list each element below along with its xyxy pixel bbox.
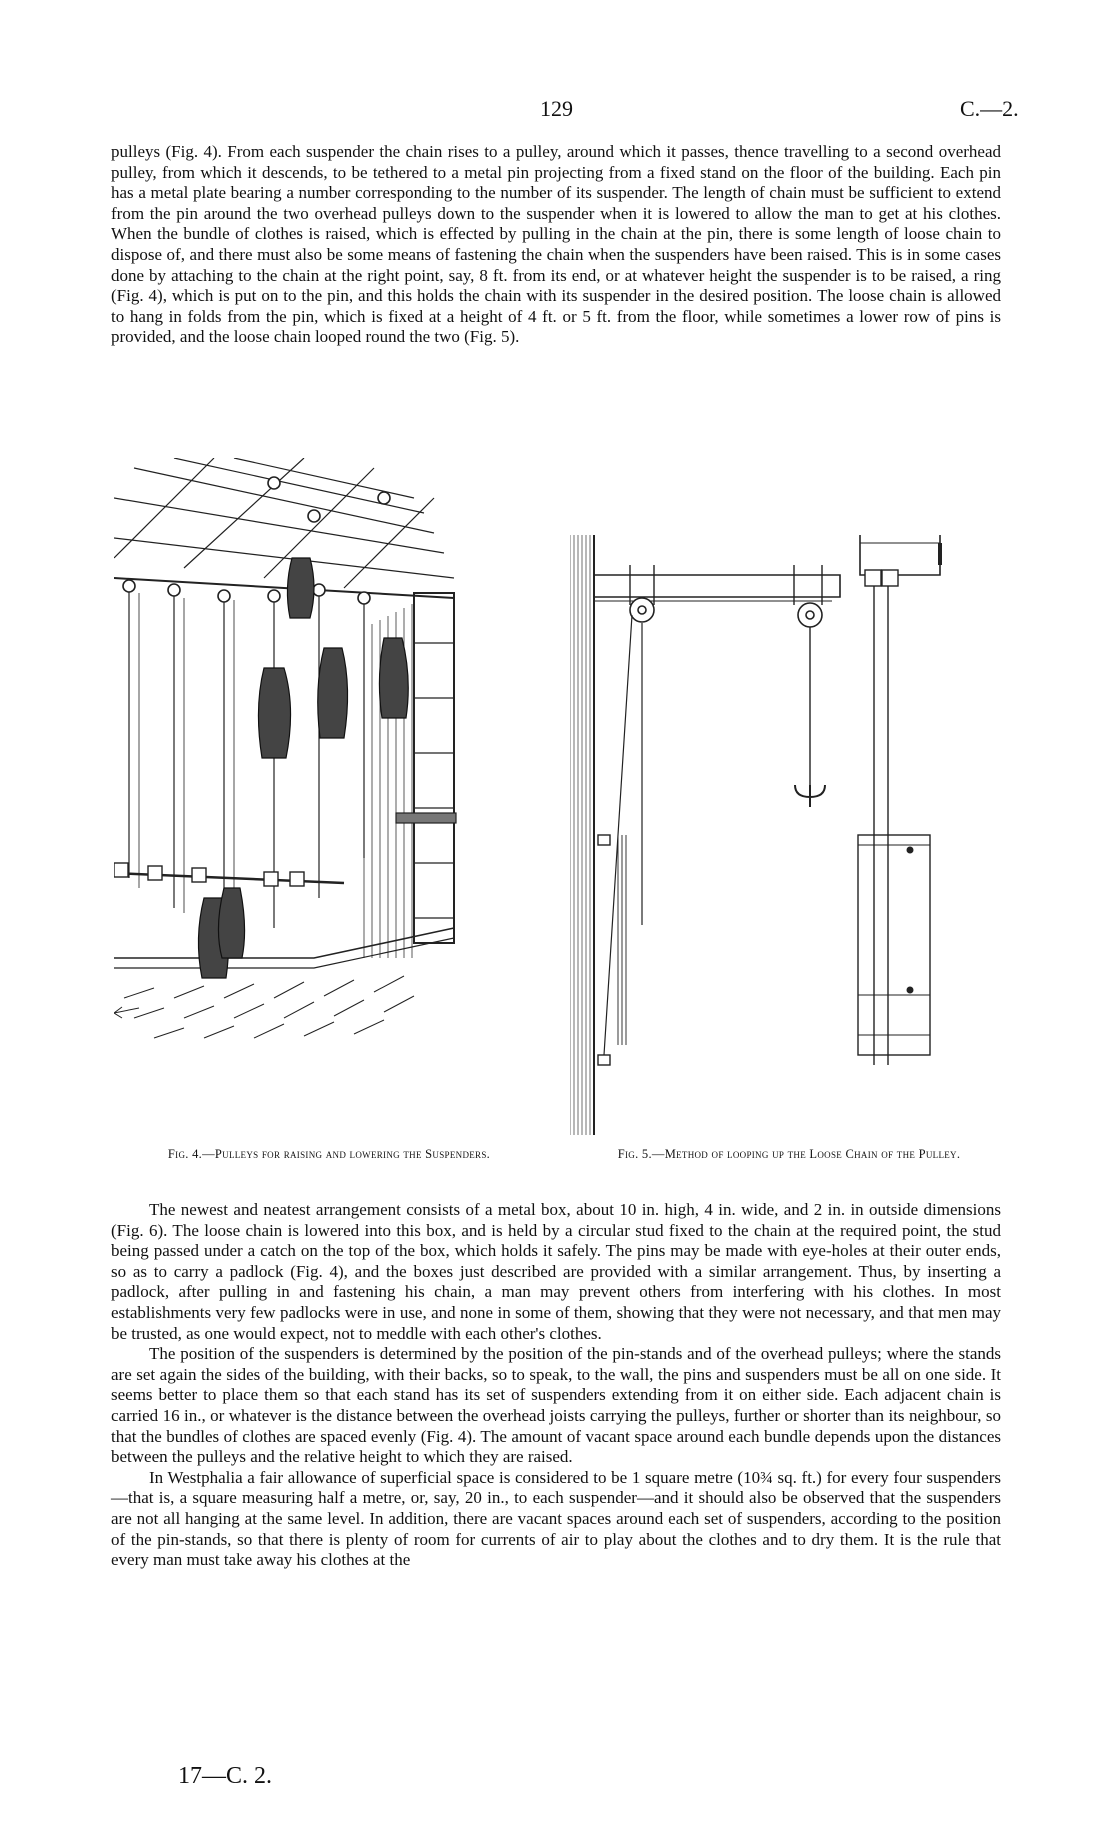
document-code: C.—2.	[960, 96, 1019, 121]
signature-mark: 17—C. 2.	[178, 1763, 273, 1789]
figure-5-illustration	[570, 535, 1008, 1135]
paragraph-westphalia: In Westphalia a fair allowance of superficial space is considered to be 1 square metre (10¾ sq. ft.) for every four suspenders—that is, a square measuring half a metre, or, say, 20 in., to each suspender—and it should also be observed that the suspenders are not all hanging at the same level. In addition, there are vacant spaces around each set of suspenders, according to the position of the pin-stands, so that there is plenty of room for currents of air to play about the clothes and to dry them. It is the rule that every man must take away his clothes at the	[111, 1467, 1001, 1570]
paragraph-metal-box: The newest and neatest arrangement consists of a metal box, about 10 in. high, 4 in. wide, and 2 in. in outside dimensions (Fig. 6). The loose chain is lowered into this box, and is held by a circular stud fixed to the chain at the required point, the stud being passed under a catch on the top of the box, which holds it safely. The pins may be made with eye-holes at their outer ends, so as to carry a padlock (Fig. 4), and the boxes just described are provided with a similar arrangement. Thus, by inserting a padlock, after pulling in and fastening his chain, a man may prevent others from interfering with his clothes. In most establishments very few padlocks were in use, and none in some of them, showing that they were not necessary, and that men may be trusted, as one would expect, not to meddle with each other's clothes.	[111, 1200, 1001, 1343]
figure-4-drawing	[114, 458, 538, 1138]
paragraph-pulleys: pulleys (Fig. 4). From each suspender the chain rises to a pulley, around which it passes, thence travelling to a second overhead pulley, from which it descends, to be tethered to a metal pin projecting from a fixed stand on the floor of the building. Each pin has a metal plate bearing a number corresponding to the number of its suspender. The length of chain must be sufficient to extend from the pin around the two overhead pulleys down to the suspender when it is lowered to allow the man to get at his clothes. When the bundle of clothes is raised, which is effected by pulling in the chain at the pin, there is some length of loose chain to dispose of, and there must also be some means of fastening the chain when the suspenders have been raised. This is in some cases done by attaching to the chain at the right point, say, 8 ft. from its end, or at whatever height the suspender is to be raised, a ring (Fig. 4), which is put on to the pin, and this holds the chain with its suspender in the desired position. The loose chain is allowed to hang in folds from the pin, which is fixed at a height of 4 ft. or 5 ft. from the floor, while sometimes a lower row of pins is provided, and the loose chain looped round the two (Fig. 5).	[111, 142, 1001, 347]
figure-4-illustration	[114, 458, 538, 1138]
body-text-bottom	[111, 1200, 1001, 1571]
figure-5-caption: Fig. 5.—Method of looping up the Loose Chain of the Pulley.	[617, 1147, 961, 1161]
body-text-top	[111, 142, 1001, 348]
page-number: 129	[540, 96, 573, 121]
figure-5-drawing	[570, 535, 1008, 1135]
paragraph-position-suspenders: The position of the suspenders is determined by the position of the pin-stands and of the overhead pulleys; where the stands are set again the sides of the building, with their backs, so to speak, to the wall, the pins and suspenders must be all on one side. It seems better to place them so that each stand has its set of suspenders extending from it on either side. Each adjacent chain is carried 16 in., or whatever is the distance between the overhead joists carrying the pulleys, further or shorter than its neighbour, so that the bundles of clothes are spaced evenly (Fig. 4). The amount of vacant space around each bundle depends upon the distances between the pulleys and the relative height to which they are raised.	[111, 1344, 1001, 1467]
figure-4-caption: Fig. 4.—Pulleys for raising and lowering the Suspenders.	[167, 1147, 491, 1161]
